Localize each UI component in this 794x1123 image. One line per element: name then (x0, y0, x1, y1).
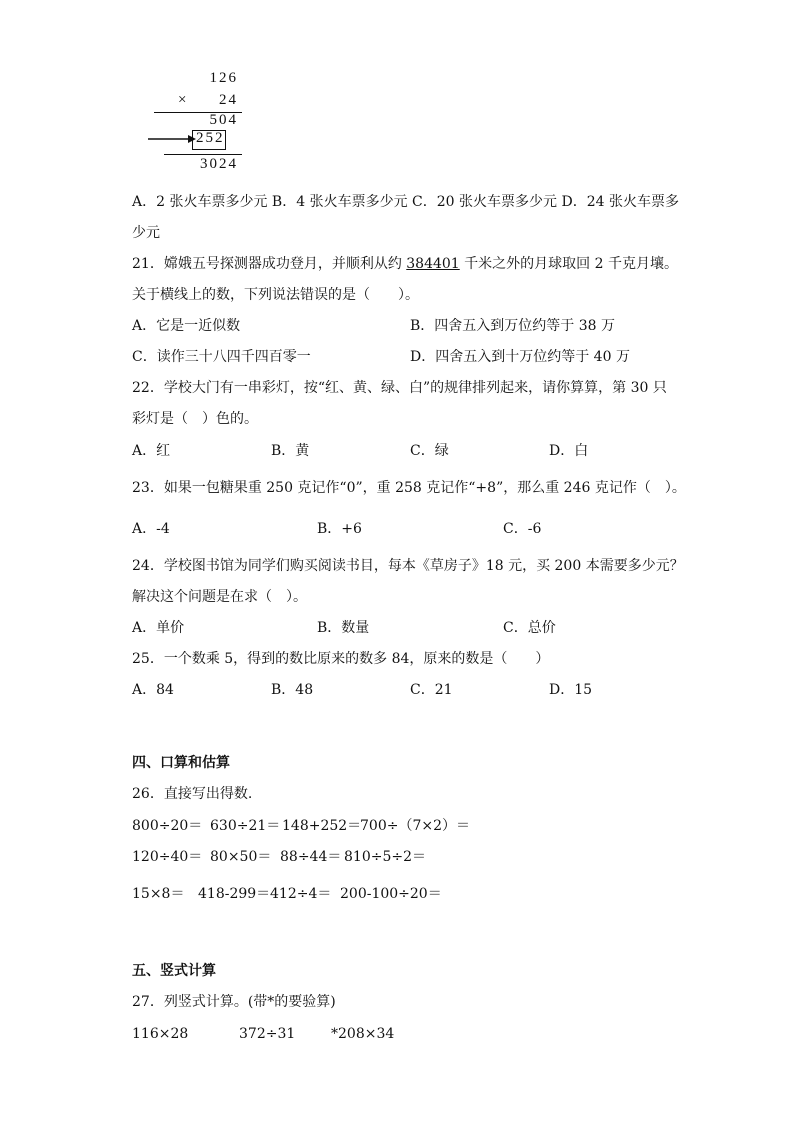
q25-stem: 25．一个数乘 5，得到的数比原来的数多 84，原来的数是（ ） (132, 651, 550, 667)
option-a[interactable]: A．84 (132, 682, 174, 698)
option-c[interactable]: C．读作三十八四千四百零一 (132, 349, 311, 365)
option-c[interactable]: C．20 张火车票多少元 (412, 194, 558, 210)
q20-options (132, 192, 679, 212)
partial-product-2: 252 (196, 130, 225, 146)
multiplier: 24 (219, 92, 238, 108)
q22-stem: 22．学校大门有一串彩灯，按“红、黄、绿、白”的规律排列起来，请你算算，第 30 只 (132, 380, 667, 396)
q21-underlined-number: 384401 (406, 256, 460, 272)
option-a[interactable]: A．它是一近似数 (132, 318, 241, 334)
q21-stem-pre: 21．嫦娥五号探测器成功登月，并顺利从约 (132, 256, 407, 272)
calc-item: 80×50＝ (210, 849, 272, 865)
calc-item: 800÷20＝ (132, 818, 203, 834)
calc-item: *208×34 (331, 1026, 395, 1042)
option-c[interactable]: C．21 (410, 682, 453, 698)
q24-stem: 24．学校图书馆为同学们购买阅读书目，每本《草房子》18 元，买 200 本需要多少元？ (132, 558, 684, 574)
option-b[interactable]: B．黄 (271, 443, 310, 459)
calc-item: 412÷4＝ (270, 886, 332, 902)
q24-stem2: 解决这个问题是在求（ ）。 (132, 589, 307, 605)
multiplicand: 126 (209, 70, 238, 86)
q21-stem-post: 千米之外的月球取回 2 千克月壤。 (459, 256, 678, 272)
partial-product-1: 504 (209, 112, 238, 128)
q23-stem: 23．如果一包糖果重 250 克记作“0”，重 258 克记作“+8”，那么重 246 克记作（ ）。 (132, 480, 686, 496)
calc-item: 810÷5÷2＝ (344, 849, 426, 865)
calc-item: 116×28 (132, 1026, 189, 1042)
calc-item: 200-100÷20＝ (340, 886, 442, 902)
calc-item: 15×8＝ (132, 886, 185, 902)
arrow-icon (146, 133, 196, 145)
option-b[interactable]: B．48 (271, 682, 314, 698)
calc-item: 88÷44＝ (280, 849, 342, 865)
option-b[interactable]: B．数量 (317, 620, 370, 636)
section-title: 五、竖式计算 (132, 963, 216, 979)
q21-stem2: 关于横线上的数，下列说法错误的是（ ）。 (132, 287, 419, 303)
option-a[interactable]: A．单价 (132, 620, 185, 636)
option-d[interactable]: D．24 张火车票多 (561, 194, 679, 210)
q22-stem2: 彩灯是（ ）色的。 (132, 411, 258, 427)
option-a[interactable]: A．2 张火车票多少元 (132, 194, 268, 210)
calc-item: 148+252＝ (282, 818, 362, 834)
option-a[interactable]: A．-4 (132, 521, 170, 537)
section-title: 四、口算和估算 (132, 755, 230, 771)
option-b[interactable]: B．+6 (317, 521, 362, 537)
option-d[interactable]: D．15 (549, 682, 593, 698)
calc-item: 418-299＝ (198, 886, 271, 902)
calc-item: 372÷31 (239, 1026, 296, 1042)
option-b[interactable]: B．四舍五入到万位约等于 38 万 (410, 318, 616, 334)
calc-item: 630÷21＝ (210, 818, 281, 834)
q27-stem: 27．列竖式计算。(带*的要验算) (132, 994, 336, 1010)
calc-item: 700÷（7×2）＝ (360, 818, 470, 834)
q21-stem (132, 254, 678, 274)
option-d[interactable]: D．四舍五入到十万位约等于 40 万 (410, 349, 630, 365)
rule-line (164, 154, 242, 155)
option-a[interactable]: A．红 (132, 443, 171, 459)
option-c[interactable]: C．绿 (410, 443, 449, 459)
q20-option-wrap: 少元 (132, 225, 160, 241)
q26-stem: 26．直接写出得数. (132, 786, 253, 802)
multiplication-figure (140, 70, 250, 180)
calc-item: 120÷40＝ (132, 849, 203, 865)
option-c[interactable]: C．-6 (503, 521, 542, 537)
times-sign: × (178, 92, 187, 108)
option-c[interactable]: C．总价 (503, 620, 556, 636)
product-result: 3024 (200, 156, 238, 172)
option-b[interactable]: B．4 张火车票多少元 (271, 194, 408, 210)
option-d[interactable]: D．白 (549, 443, 589, 459)
